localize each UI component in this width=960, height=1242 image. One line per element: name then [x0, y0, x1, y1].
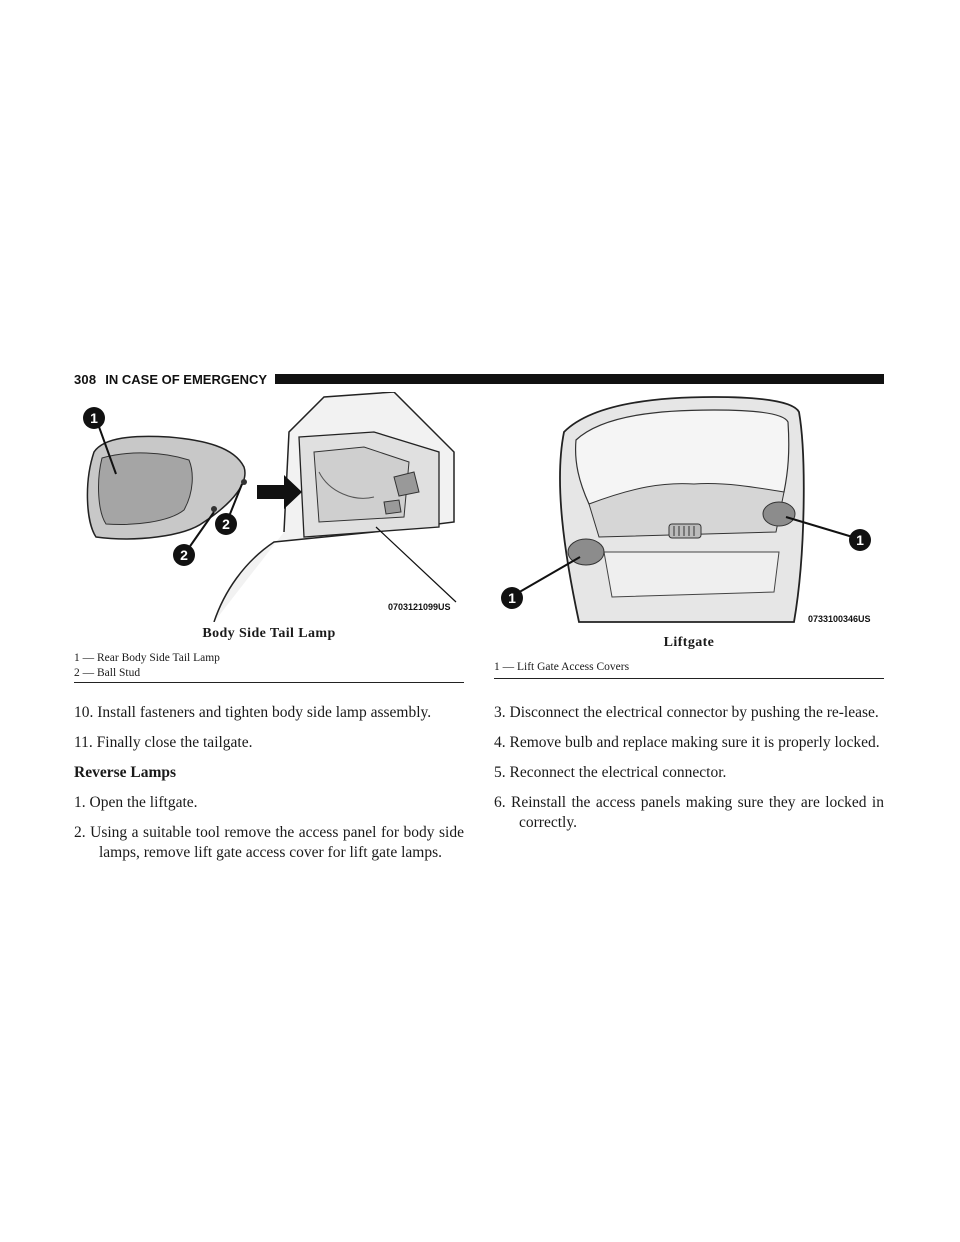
step-10: 10. Install fasteners and tighten body side lamp assembly.	[74, 704, 432, 721]
step-6: 6. Reinstall the access panels making sure they are locked in correctly.	[494, 794, 884, 831]
legend-item: 2 — Ball Stud	[74, 667, 141, 679]
section-title: IN CASE OF EMERGENCY	[105, 371, 268, 387]
step-1: 1. Open the liftgate.	[74, 794, 198, 811]
figure-code: 0733100346US	[808, 614, 871, 624]
step-4: 4. Remove bulb and replace making sure it is properly locked.	[494, 734, 880, 751]
figure-title-left: Body Side Tail Lamp	[202, 626, 336, 641]
step-3: 3. Disconnect the electrical connector by pushing the re-lease.	[494, 704, 879, 721]
step-5: 5. Reconnect the electrical connector.	[494, 764, 727, 781]
left-column	[74, 703, 464, 873]
step-2: 2. Using a suitable tool remove the access panel for body side lamps, remove lift gate access cover for lift gate lamps.	[74, 824, 464, 861]
legend-item: 1 — Rear Body Side Tail Lamp	[74, 652, 220, 664]
legend-rule-right	[494, 678, 884, 679]
page-header	[74, 369, 884, 389]
callout-2b: 2	[180, 547, 188, 563]
legend-left	[74, 651, 220, 681]
legend-item: 1 — Lift Gate Access Covers	[494, 661, 630, 673]
liftgate-illustration	[494, 392, 886, 628]
figure-title-right: Liftgate	[663, 635, 715, 650]
callout-1-left: 1	[508, 590, 516, 606]
figure-liftgate	[494, 392, 886, 628]
figure-code: 0703121099US	[388, 602, 451, 612]
figure-body-side-tail-lamp	[74, 392, 464, 622]
callout-2a: 2	[222, 516, 230, 532]
legend-right	[494, 660, 629, 675]
callout-1: 1	[90, 410, 98, 426]
callout-1-right: 1	[856, 532, 864, 548]
tail-lamp-illustration	[74, 392, 464, 622]
page-number: 308	[74, 371, 97, 387]
step-11: 11. Finally close the tailgate.	[74, 734, 253, 751]
right-column	[494, 703, 884, 843]
header-rule	[275, 374, 884, 384]
legend-rule-left	[74, 682, 464, 683]
section-heading: Reverse Lamps	[74, 764, 177, 781]
